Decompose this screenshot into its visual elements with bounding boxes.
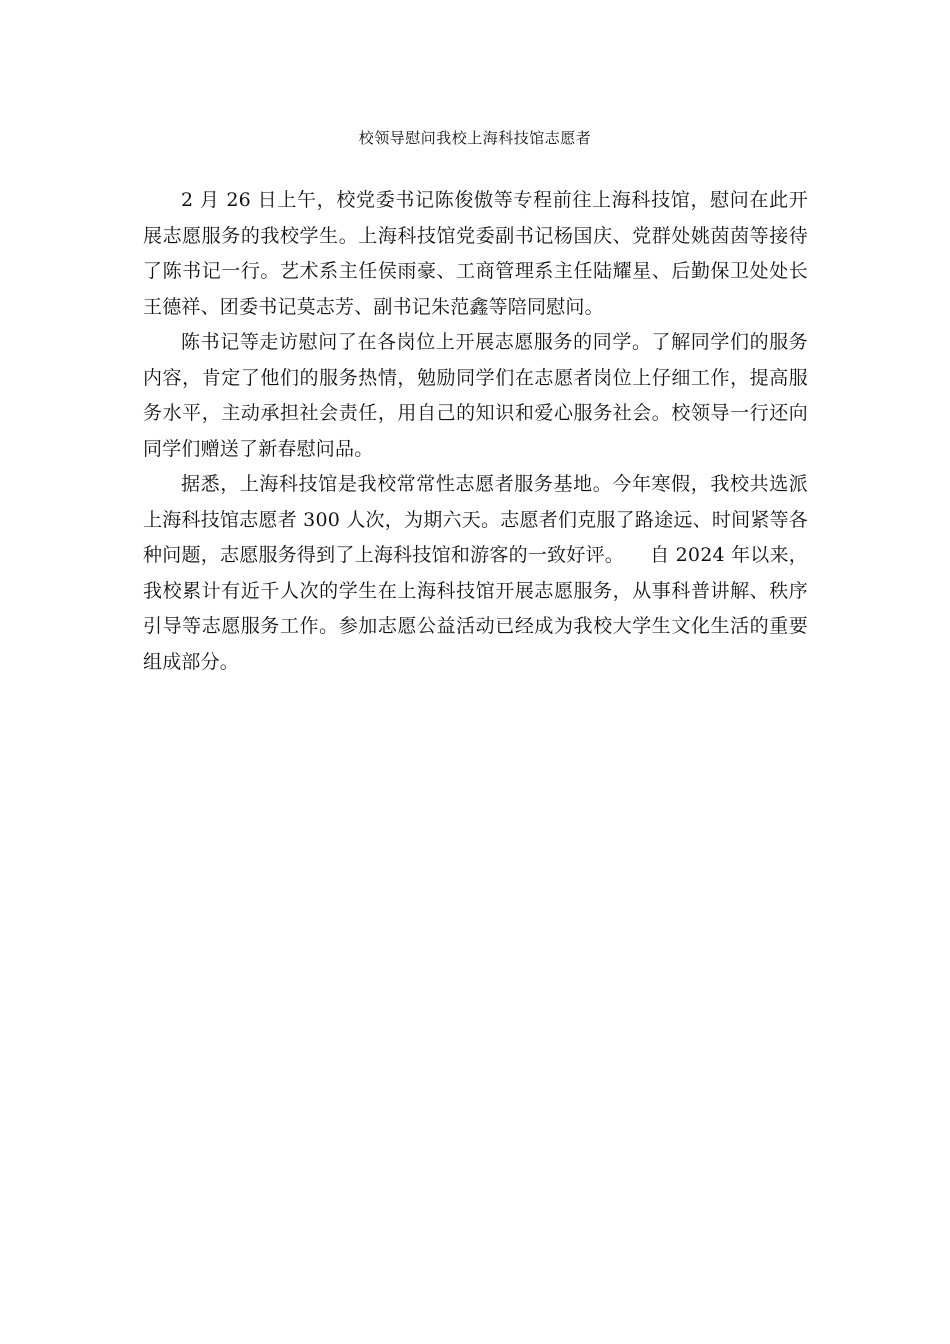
- document-title: 校领导慰问我校上海科技馆志愿者: [358, 129, 592, 147]
- document-body: [143, 183, 808, 680]
- paragraph-3-part-1: 据悉，上海科技馆是我校常常性志愿者服务基地。今年寒假，我校共选派上海科技馆志愿者 300 人次，为期六天。志愿者们克服了路途远、时间紧等各种问题，志愿服务得到了上海科技馆和游客的一致好评。: [143, 473, 808, 566]
- paragraph-2: 陈书记等走访慰问了在各岗位上开展志愿服务的同学。了解同学们的服务内容，肯定了他们的服务热情，勉励同学们在志愿者岗位上仔细工作，提高服务水平，主动承担社会责任，用自己的知识和爱心服务社会。校领导一行还向同学们赠送了新春慰问品。: [143, 331, 808, 460]
- paragraph-3: [143, 467, 808, 680]
- paragraph-3-part-2: 自 2024 年以来，我校累计有近千人次的学生在上海科技馆开展志愿服务，从事科普讲解、秩序引导等志愿服务工作。参加志愿公益活动已经成为我校大学生文化生活的重要组成部分。: [143, 544, 808, 673]
- paragraph-1: 2 月 26 日上午，校党委书记陈俊傲等专程前往上海科技馆，慰问在此开展志愿服务的我校学生。上海科技馆党委副书记杨国庆、党群处姚茵茵等接待了陈书记一行。艺术系主任侯雨豪、工商管理系主任陆耀星、后勤保卫处处长王德祥、团委书记莫志芳、副书记朱范鑫等陪同慰问。: [143, 189, 808, 318]
